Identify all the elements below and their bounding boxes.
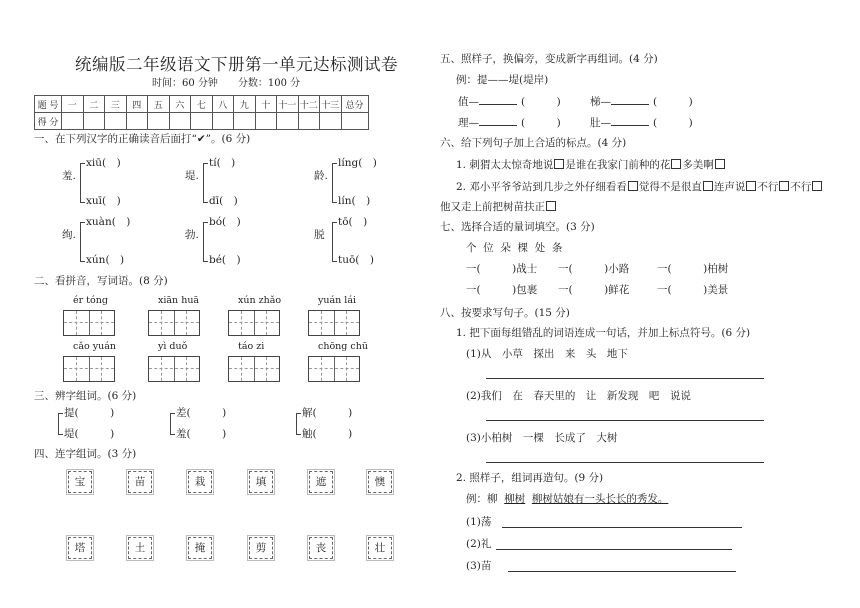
- q5-item-label: 梯—: [590, 96, 611, 108]
- q4-char-bottom[interactable]: 剪: [249, 537, 273, 559]
- grid-guide: [241, 311, 242, 335]
- q5-heading: 五、照样子，换偏旁，变成新字再组词。(4 分): [440, 53, 658, 65]
- score-table: [34, 95, 369, 130]
- q5-blank[interactable]: [611, 95, 649, 105]
- q1-char: 绚.: [62, 229, 76, 241]
- q3-word-b[interactable]: 羞( ): [176, 428, 227, 440]
- q4-char-top[interactable]: 遮: [309, 471, 333, 493]
- q1-option-a[interactable]: xiū( ): [86, 157, 121, 169]
- score-header-cell: 十一: [277, 96, 299, 113]
- grid-cell: [309, 311, 335, 335]
- grid-guide: [309, 322, 359, 323]
- score-header-cell: 七: [191, 96, 213, 113]
- q2-pinyin: xún zhǎo: [238, 295, 282, 306]
- q5-item-label: 理—: [458, 117, 479, 129]
- q1-option-a[interactable]: líng( ): [338, 157, 377, 169]
- q3-word-a[interactable]: 差( ): [176, 407, 227, 419]
- answer-line[interactable]: [486, 462, 764, 463]
- q8-scrambled-words: (1)从 小草 探出 来 头 地下: [466, 348, 628, 360]
- q5-item-label: 肚—: [590, 117, 611, 129]
- q5-paren[interactable]: ( ): [521, 96, 561, 108]
- q8-scrambled-words: (2)我们 在 春天里的 让 新发现 吧 说说: [466, 390, 691, 402]
- grid-guide: [346, 311, 347, 335]
- score-input-cell[interactable]: [320, 113, 342, 130]
- grid-guide: [161, 311, 162, 335]
- q8-prompt-char: (2)礼: [466, 538, 492, 550]
- q3-word-a[interactable]: 提( ): [64, 407, 115, 419]
- q7-item[interactable]: 一( )柏树: [657, 263, 729, 275]
- score-header-cell: 十: [255, 96, 277, 113]
- score-input-cell[interactable]: [277, 113, 299, 130]
- grid-guide: [186, 357, 187, 381]
- q3-word-a[interactable]: 解( ): [302, 407, 353, 419]
- score-input-cell[interactable]: [212, 113, 234, 130]
- q5-example: 例：提——堤(堤岸): [456, 74, 549, 86]
- q4-char-bottom[interactable]: 掩: [188, 537, 212, 559]
- score-input-cell[interactable]: [83, 113, 105, 130]
- q4-char-bottom[interactable]: 丧: [309, 537, 333, 559]
- q1-option-a[interactable]: tí( ): [209, 157, 236, 169]
- q6-sentence-2-cont: 他又走上前把树苗扶正: [440, 201, 557, 213]
- q1-option-b[interactable]: lín( ): [338, 195, 371, 207]
- score-header-cell: 总分: [341, 96, 368, 113]
- q2-pinyin: ér tóng: [73, 295, 108, 306]
- grid-guide: [76, 311, 77, 335]
- grid-guide: [266, 311, 267, 335]
- q2-pinyin: chōng chū: [318, 341, 368, 352]
- q6-sentence-2: 2. 邓小平爷爷站到几步之外仔细看看 觉得不是很直 连声说 不行 不行: [456, 181, 823, 193]
- brace: [170, 413, 175, 435]
- brace: [203, 163, 208, 203]
- grid-guide: [309, 368, 359, 369]
- q5-item-label: 值—: [458, 96, 479, 108]
- grid-guide: [266, 357, 267, 381]
- q8-prompt-char: (3)苗: [466, 560, 492, 572]
- score-input-cell[interactable]: [255, 113, 277, 130]
- brace: [203, 222, 208, 262]
- grid-cell: [64, 357, 90, 381]
- grid-guide: [229, 368, 279, 369]
- score-input-cell[interactable]: [148, 113, 170, 130]
- q7-item[interactable]: 一( )战士: [466, 263, 538, 275]
- answer-line[interactable]: [496, 549, 732, 550]
- brace: [80, 222, 85, 262]
- q2-writing-grid[interactable]: [148, 356, 200, 382]
- score-input-cell[interactable]: [169, 113, 191, 130]
- grid-guide: [241, 357, 242, 381]
- q2-pinyin: yì duǒ: [158, 341, 188, 352]
- q2-pinyin: cǎo yuán: [73, 341, 116, 352]
- grid-guide: [321, 357, 322, 381]
- q2-pinyin: xiān huā: [158, 295, 200, 306]
- q5-paren[interactable]: ( ): [653, 117, 693, 129]
- score-input-cell[interactable]: [191, 113, 213, 130]
- grid-cell: [309, 357, 335, 381]
- grid-cell: [64, 311, 90, 335]
- q7-heading: 七、选择合适的量词填空。(3 分): [440, 221, 595, 233]
- grid-guide: [101, 311, 102, 335]
- q1-char: 勃.: [185, 229, 199, 241]
- q3-word-b[interactable]: 堤( ): [64, 428, 115, 440]
- q2-pinyin: yuán lái: [318, 295, 357, 306]
- q4-char-top[interactable]: 懊: [368, 471, 392, 493]
- q4-heading: 四、连字组词。(3 分): [34, 448, 137, 460]
- q1-option-b[interactable]: tuō( ): [338, 254, 374, 266]
- grid-cell: [229, 357, 255, 381]
- q2-writing-grid[interactable]: [228, 356, 280, 382]
- page-title: 统编版二年级语文下册第一单元达标测试卷: [75, 55, 398, 74]
- q7-item[interactable]: 一( )包裹: [466, 284, 538, 296]
- q1-option-a[interactable]: tō( ): [338, 216, 368, 228]
- q4-char-top[interactable]: 填: [249, 471, 273, 493]
- q5-blank[interactable]: [479, 116, 517, 126]
- q7-word-bank: 个 位 朵 棵 处 条: [466, 242, 563, 254]
- q5-blank[interactable]: [479, 95, 517, 105]
- q2-writing-grid[interactable]: [63, 310, 115, 336]
- score-input-cell[interactable]: [234, 113, 256, 130]
- brace: [332, 222, 337, 262]
- q8-part1-heading: 1. 把下面每组错乱的词语连成一句话，并加上标点符号。(6 分): [456, 327, 751, 339]
- grid-guide: [346, 357, 347, 381]
- q5-item: [458, 95, 561, 108]
- q2-heading: 二、看拼音，写词语。(8 分): [34, 275, 168, 287]
- grid-guide: [101, 357, 102, 381]
- q4-char-top[interactable]: 苗: [128, 471, 152, 493]
- q5-item: [458, 116, 561, 129]
- q3-heading: 三、辨字组词。(6 分): [34, 390, 137, 402]
- q5-item: [590, 116, 693, 129]
- grid-guide: [76, 357, 77, 381]
- q2-pinyin: táo zi: [238, 341, 265, 352]
- grid-cell: [229, 311, 255, 335]
- score-header-cell: 六: [169, 96, 191, 113]
- q8-part2-example: 例：柳 柳树 柳树姑娘有一头长长的秀发。: [466, 493, 669, 505]
- score-input-cell[interactable]: [126, 113, 148, 130]
- score-header-cell: 题 号: [35, 96, 62, 113]
- score-header-cell: 四: [126, 96, 148, 113]
- q1-option-b[interactable]: xún( ): [86, 254, 125, 266]
- q8-prompt-char: (1)荡: [466, 516, 492, 528]
- q8-heading: 八、按要求写句子。(15 分): [440, 307, 570, 319]
- q1-char: 堤.: [185, 170, 199, 182]
- brace: [80, 163, 85, 203]
- q2-writing-grid[interactable]: [148, 310, 200, 336]
- grid-guide: [186, 311, 187, 335]
- score-input-cell[interactable]: [62, 113, 84, 130]
- q1-heading: 一、在下列汉字的正确读音后面打“✔”。(6 分): [34, 133, 251, 145]
- q7-item[interactable]: 一( )美景: [657, 284, 729, 296]
- grid-cell: [149, 357, 175, 381]
- q1-option-a[interactable]: bó( ): [209, 216, 241, 228]
- q8-part2-heading: 2. 照样子，组词再造句。(9 分): [456, 472, 604, 484]
- answer-line[interactable]: [486, 420, 764, 421]
- answer-line[interactable]: [486, 378, 764, 379]
- q5-blank[interactable]: [611, 116, 649, 126]
- grid-guide: [161, 357, 162, 381]
- grid-guide: [64, 368, 114, 369]
- q6-sentence-1: 1. 刺猬太太惊奇地说 是谁在我家门前种的花 多美啊: [456, 159, 726, 171]
- score-header-cell: 三: [105, 96, 127, 113]
- q3-word-b[interactable]: 触( ): [302, 428, 353, 440]
- score-input-cell[interactable]: [105, 113, 127, 130]
- q1-option-b[interactable]: bé( ): [209, 254, 241, 266]
- brace: [332, 163, 337, 203]
- score-input-cell[interactable]: [298, 113, 320, 130]
- q1-option-b[interactable]: dī( ): [209, 195, 238, 207]
- answer-line[interactable]: [502, 527, 742, 528]
- q1-char: 羞.: [62, 170, 76, 182]
- score-header-cell: 二: [83, 96, 105, 113]
- q4-char-bottom[interactable]: 壮: [368, 537, 392, 559]
- q2-writing-grid[interactable]: [308, 356, 360, 382]
- score-input-cell[interactable]: [341, 113, 368, 130]
- q4-char-top[interactable]: 栽: [188, 471, 212, 493]
- q7-item[interactable]: 一( )小路: [558, 263, 630, 275]
- grid-guide: [64, 322, 114, 323]
- subtitle: 时间：60 分钟 分数：100 分: [152, 78, 301, 89]
- q8-scrambled-words: (3)小柏树 一棵 长成了 大树: [466, 432, 618, 444]
- q5-paren[interactable]: ( ): [521, 117, 561, 129]
- grid-guide: [149, 368, 199, 369]
- brace: [296, 413, 301, 435]
- brace: [58, 413, 63, 435]
- q5-item: [590, 95, 693, 108]
- score-header-cell: 一: [62, 96, 84, 113]
- q7-item[interactable]: 一( )鲜花: [558, 284, 630, 296]
- q6-heading: 六、给下列句子加上合适的标点。(4 分): [440, 137, 627, 149]
- q4-char-bottom[interactable]: 塔: [68, 537, 92, 559]
- score-header-cell: 十三: [320, 96, 342, 113]
- score-header-cell: 八: [212, 96, 234, 113]
- grid-cell: [149, 311, 175, 335]
- q4-char-top[interactable]: 宝: [68, 471, 92, 493]
- q5-paren[interactable]: ( ): [653, 96, 693, 108]
- grid-guide: [321, 311, 322, 335]
- score-header-cell: 十二: [298, 96, 320, 113]
- score-header-cell: 九: [234, 96, 256, 113]
- q1-option-b[interactable]: xuī( ): [86, 195, 121, 207]
- q1-char: 龄.: [314, 170, 328, 182]
- grid-guide: [149, 322, 199, 323]
- q2-writing-grid[interactable]: [63, 356, 115, 382]
- grid-guide: [229, 322, 279, 323]
- score-header-cell: 五: [148, 96, 170, 113]
- score-label-cell: 得 分: [35, 113, 62, 130]
- q2-writing-grid[interactable]: [228, 310, 280, 336]
- answer-line[interactable]: [508, 571, 736, 572]
- q1-char: 脱: [314, 229, 325, 241]
- q4-char-bottom[interactable]: 土: [128, 537, 152, 559]
- q1-option-a[interactable]: xuàn( ): [86, 216, 131, 228]
- q2-writing-grid[interactable]: [308, 310, 360, 336]
